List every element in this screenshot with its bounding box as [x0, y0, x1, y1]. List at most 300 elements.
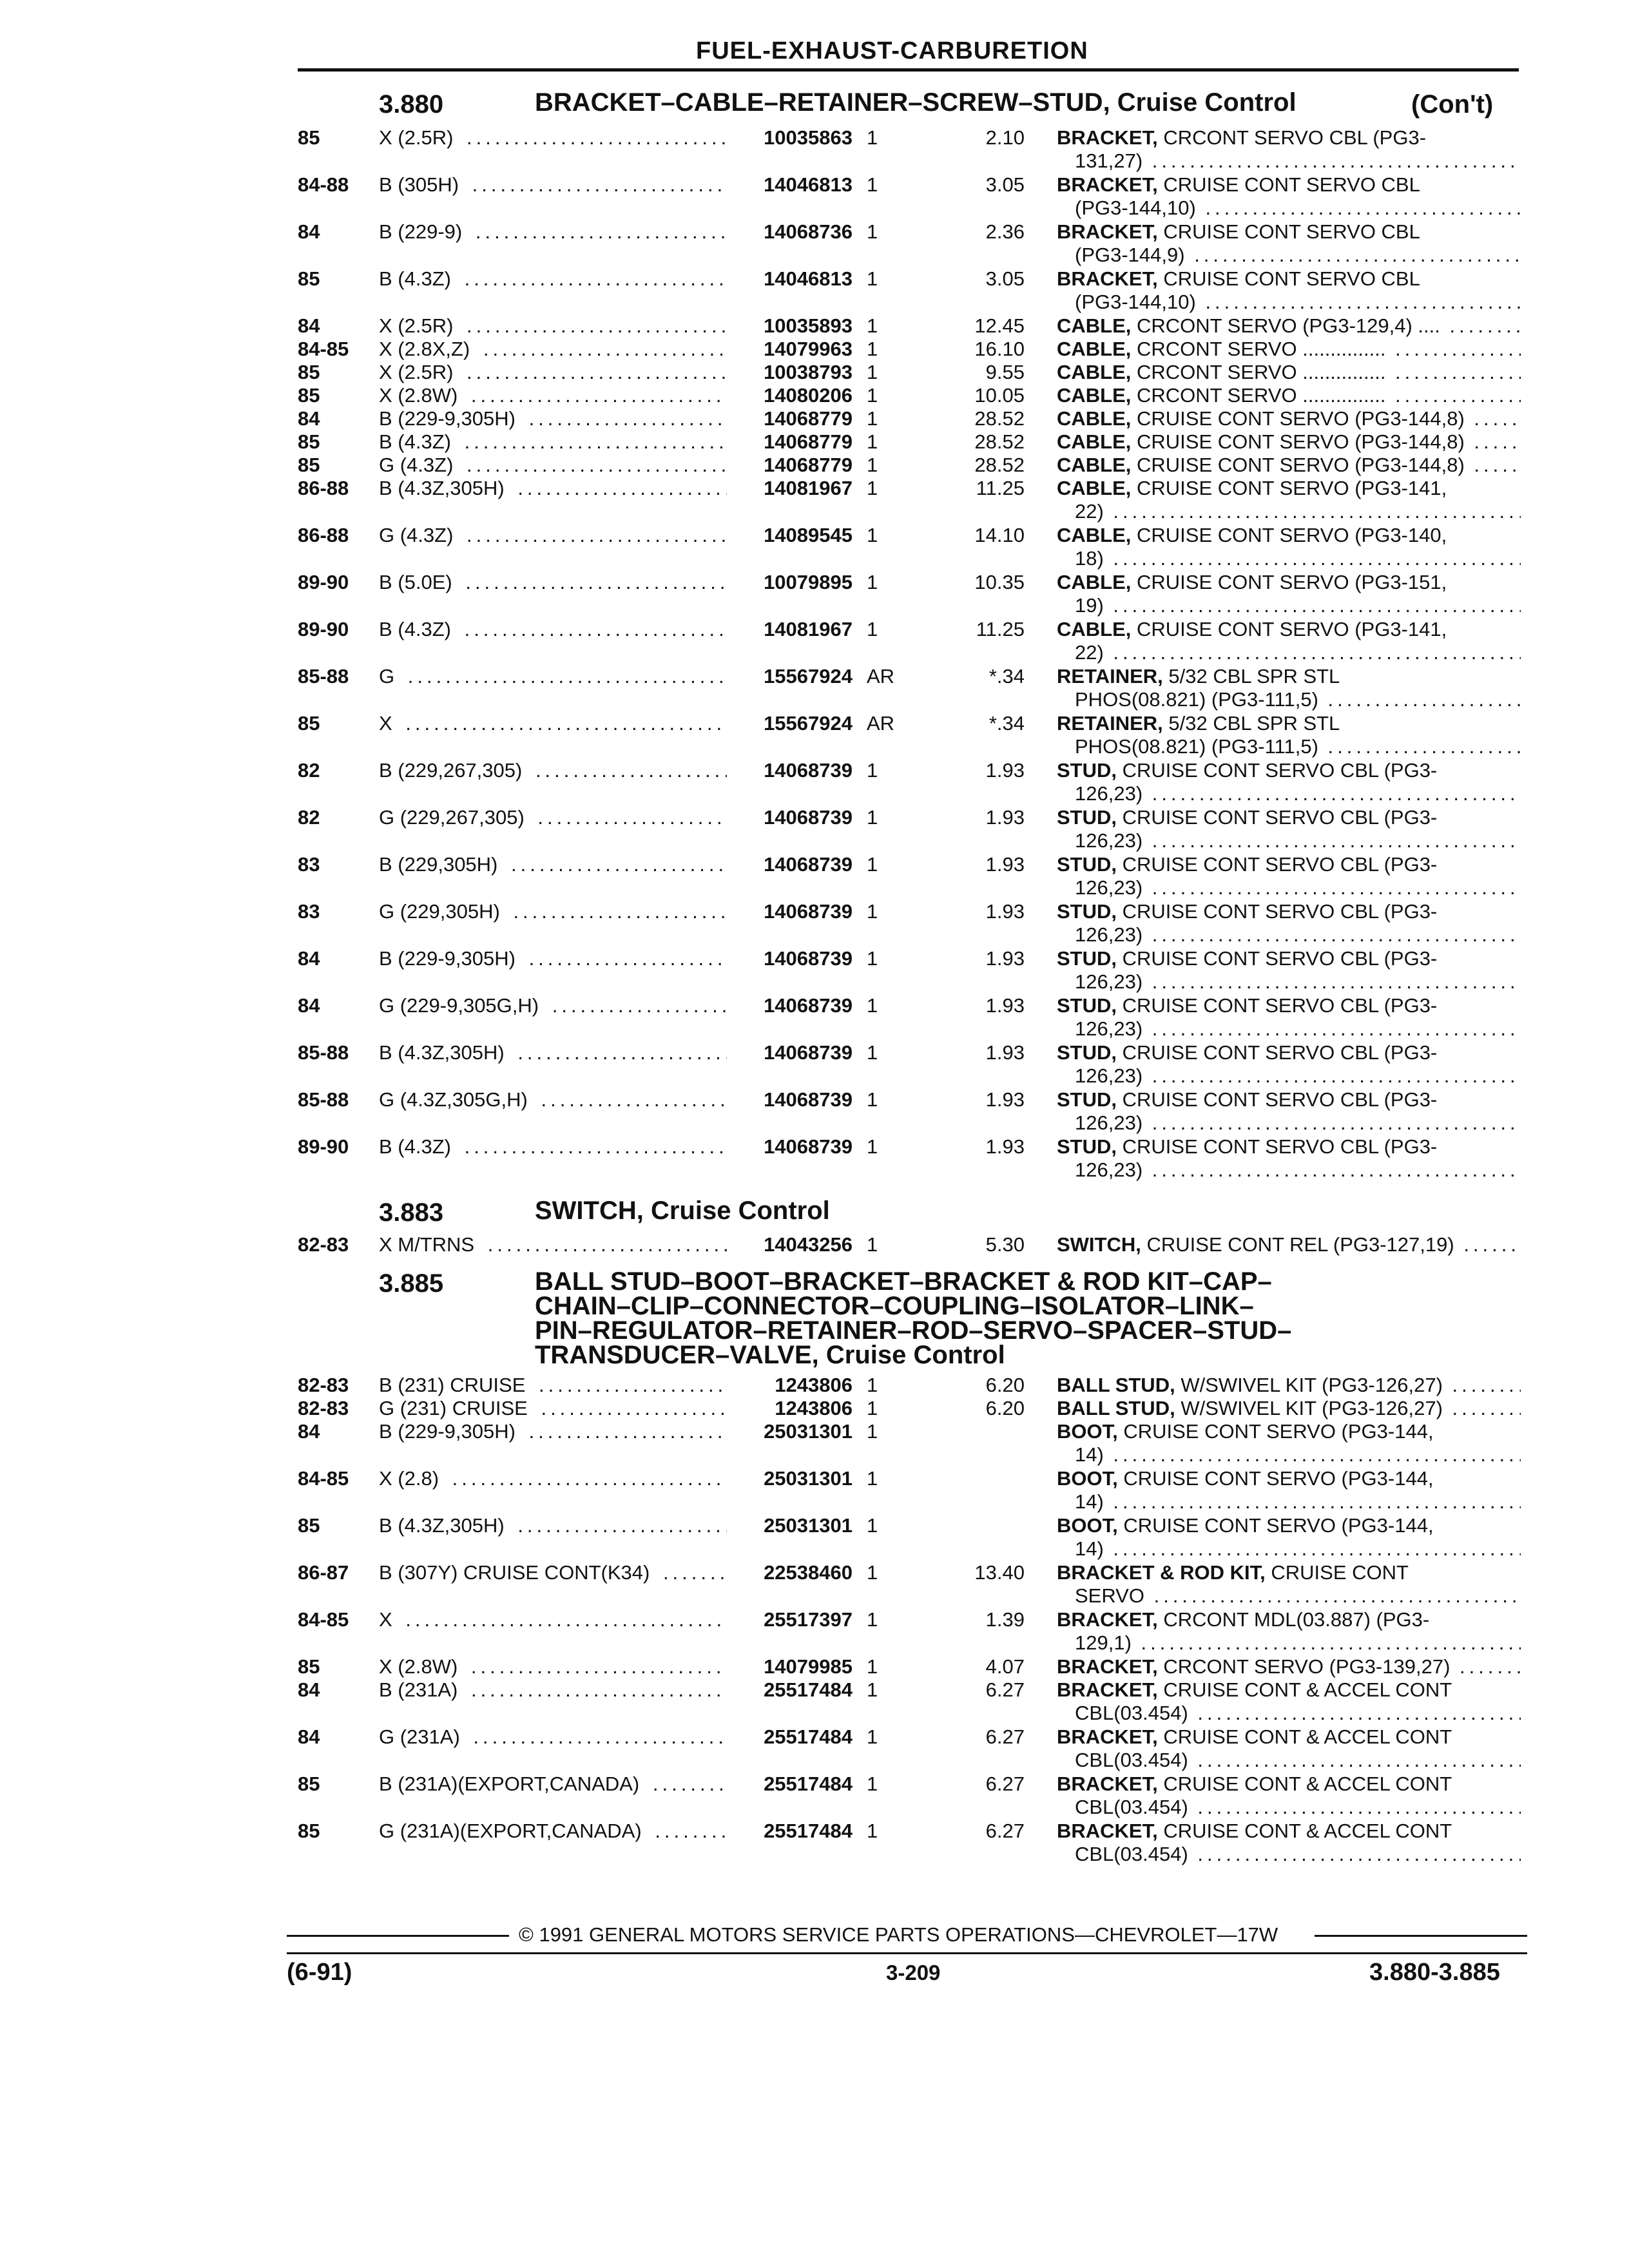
description	[1057, 1608, 1521, 1655]
section-title: BRACKET–CABLE–RETAINER–SCREW–STUD, Cruise Control	[535, 88, 1296, 117]
table-row	[0, 126, 1629, 173]
model-code-text: B (229-9,305H)	[379, 947, 519, 970]
description-keyword: BOOT,	[1057, 1467, 1118, 1490]
description-text: CRCONT SERVO ...............	[1131, 338, 1386, 360]
model-code-text: B (4.3Z)	[379, 267, 455, 290]
description-line	[1057, 759, 1521, 782]
table-row	[0, 1725, 1629, 1773]
section-rows	[0, 1374, 1629, 1867]
description-text: CRCONT SERVO CBL (PG3-	[1157, 126, 1427, 149]
description	[1057, 1561, 1521, 1608]
description-keyword: BRACKET,	[1057, 1773, 1158, 1795]
footer-rule-left	[287, 1935, 509, 1937]
description-continuation-text: CBL(03.454)	[1075, 1843, 1188, 1865]
description-line	[1057, 900, 1521, 923]
description-line	[1057, 994, 1521, 1017]
quantity: AR	[867, 712, 895, 735]
description	[1057, 1135, 1521, 1182]
description-text: CRUISE CONT SERVO CBL (PG3-	[1117, 1135, 1438, 1158]
quantity: 1	[867, 1725, 878, 1748]
description-text: CRUISE CONT REL (PG3-127,19)	[1141, 1233, 1454, 1256]
description-continuation	[1057, 1490, 1521, 1514]
part-number: 15567924	[733, 665, 853, 688]
description-line	[1057, 712, 1521, 735]
quantity: 1	[867, 806, 878, 829]
model-code-text: B (4.3Z,305H)	[379, 1514, 508, 1537]
part-number: 22538460	[733, 1561, 853, 1584]
model-code	[379, 1608, 727, 1631]
description-keyword: RETAINER,	[1057, 712, 1163, 735]
description-line	[1057, 947, 1521, 970]
description-line	[1057, 1233, 1521, 1256]
table-row	[0, 430, 1629, 454]
table-row	[0, 947, 1629, 994]
model-code-text: G	[379, 665, 398, 687]
table-row	[0, 1820, 1629, 1867]
description-line	[1057, 267, 1521, 291]
table-row	[0, 524, 1629, 571]
description-text: CRUISE CONT & ACCEL CONT	[1157, 1773, 1452, 1795]
description-continuation	[1057, 197, 1521, 220]
description-line	[1057, 1655, 1521, 1678]
model-code-text: X (2.8W)	[379, 384, 461, 407]
table-row	[0, 1041, 1629, 1088]
price: 2.10	[985, 126, 1025, 149]
description	[1057, 1233, 1521, 1256]
model-code-text: G (229,305H)	[379, 900, 504, 923]
table-row	[0, 477, 1629, 524]
model-code	[379, 1773, 727, 1796]
section-number: 3.880	[379, 90, 444, 119]
description-continuation-text: (PG3-144,10)	[1075, 291, 1196, 313]
price: 1.93	[985, 853, 1025, 876]
quantity: 1	[867, 571, 878, 593]
price: 1.93	[985, 1135, 1025, 1158]
price: 1.93	[985, 1041, 1025, 1064]
model-year: 84-85	[298, 1608, 349, 1631]
description-text: CRUISE CONT SERVO (PG3-151,	[1131, 571, 1447, 593]
price: 13.40	[974, 1561, 1025, 1584]
footer-rule-right	[1315, 1935, 1527, 1937]
quantity: AR	[867, 665, 895, 687]
description-text: CRUISE CONT SERVO CBL (PG3-	[1117, 853, 1438, 876]
description-continuation-text: 129,1)	[1075, 1631, 1132, 1654]
description-line	[1057, 454, 1521, 477]
description-line	[1057, 338, 1521, 361]
description-line	[1057, 1135, 1521, 1158]
quantity: 1	[867, 220, 878, 243]
model-year: 85	[298, 1820, 320, 1842]
model-year: 85	[298, 361, 320, 383]
section-title-line: TRANSDUCER–VALVE, Cruise Control	[535, 1341, 1005, 1369]
description-continuation-text: 126,23)	[1075, 1017, 1143, 1040]
part-number: 15567924	[733, 712, 853, 735]
description-text: CRCONT SERVO ...............	[1131, 384, 1386, 407]
model-code-text: X (2.5R)	[379, 314, 457, 337]
description	[1057, 1420, 1521, 1466]
description-continuation-text: 14)	[1075, 1443, 1104, 1466]
description-text: CRUISE CONT SERVO CBL (PG3-	[1117, 806, 1438, 829]
price: 12.45	[974, 314, 1025, 337]
part-number: 14079963	[733, 338, 853, 361]
description-continuation	[1057, 1584, 1521, 1608]
model-code	[379, 1135, 727, 1158]
description-continuation	[1057, 149, 1521, 173]
part-number: 14068779	[733, 430, 853, 454]
part-number: 14046813	[733, 267, 853, 291]
price: 10.35	[974, 571, 1025, 593]
part-number: 25517397	[733, 1608, 853, 1631]
table-row	[0, 759, 1629, 806]
description	[1057, 126, 1521, 173]
description-continuation-text: 22)	[1075, 500, 1104, 523]
model-code	[379, 1088, 727, 1111]
description-line	[1057, 1467, 1521, 1490]
description-text: CRUISE CONT SERVO (PG3-144,	[1117, 1514, 1434, 1537]
description-keyword: STUD,	[1057, 900, 1117, 923]
description-text: CRUISE CONT SERVO (PG3-141,	[1131, 477, 1447, 499]
model-year: 84	[298, 1420, 320, 1443]
model-code	[379, 338, 727, 361]
description-continuation-text: 126,23)	[1075, 876, 1143, 899]
description-text: CRUISE CONT SERVO CBL (PG3-	[1117, 947, 1438, 970]
model-code	[379, 1041, 727, 1064]
description-text: CRUISE CONT SERVO (PG3-144,	[1117, 1420, 1434, 1443]
price: 6.20	[985, 1397, 1025, 1419]
table-row	[0, 220, 1629, 267]
model-code-text: B (229-9,305H)	[379, 1420, 519, 1443]
description-line	[1057, 853, 1521, 876]
model-year: 85-88	[298, 1041, 349, 1064]
part-number: 14068739	[733, 1088, 853, 1111]
part-number: 10035893	[733, 314, 853, 338]
table-row	[0, 338, 1629, 361]
price: 6.27	[985, 1820, 1025, 1842]
model-code	[379, 126, 727, 149]
description	[1057, 524, 1521, 570]
model-code	[379, 1397, 727, 1420]
quantity: 1	[867, 1397, 878, 1419]
quantity: 1	[867, 1233, 878, 1256]
description-keyword: BRACKET,	[1057, 267, 1158, 290]
price: 6.27	[985, 1773, 1025, 1795]
description-keyword: STUD,	[1057, 759, 1117, 782]
description-continuation	[1057, 1111, 1521, 1135]
model-year: 82-83	[298, 1233, 349, 1256]
part-number: 1243806	[733, 1374, 853, 1397]
model-code-text: G (4.3Z)	[379, 524, 457, 546]
section-number: 3.883	[379, 1198, 444, 1227]
price: 1.93	[985, 1088, 1025, 1111]
description-continuation	[1057, 970, 1521, 994]
part-number: 14068739	[733, 947, 853, 970]
description-continuation	[1057, 688, 1521, 711]
model-code-text: X	[379, 712, 396, 735]
quantity: 1	[867, 407, 878, 430]
model-code	[379, 712, 727, 735]
description-line	[1057, 1820, 1521, 1843]
table-row	[0, 1514, 1629, 1561]
price: *.34	[988, 665, 1025, 687]
model-year: 89-90	[298, 571, 349, 593]
description	[1057, 994, 1521, 1041]
price: 1.93	[985, 900, 1025, 923]
model-code	[379, 853, 727, 876]
model-code	[379, 477, 727, 500]
description-text: CRCONT SERVO ...............	[1131, 361, 1386, 383]
model-code-text: G (4.3Z)	[379, 454, 457, 476]
description-line	[1057, 384, 1521, 407]
description	[1057, 1397, 1521, 1420]
table-row	[0, 1233, 1629, 1256]
description-line	[1057, 1374, 1521, 1397]
description	[1057, 665, 1521, 711]
description-line	[1057, 618, 1521, 641]
description	[1057, 571, 1521, 617]
description	[1057, 267, 1521, 314]
quantity: 1	[867, 126, 878, 149]
part-number: 14080206	[733, 384, 853, 407]
model-code-text: B (5.0E)	[379, 571, 456, 593]
part-number: 25031301	[733, 1420, 853, 1443]
model-year: 85	[298, 1655, 320, 1678]
description-keyword: CABLE,	[1057, 618, 1132, 640]
quantity: 1	[867, 618, 878, 640]
model-year: 86-88	[298, 524, 349, 546]
model-code	[379, 524, 727, 547]
description-line	[1057, 665, 1521, 688]
part-number: 25517484	[733, 1725, 853, 1749]
description-text: CRCONT SERVO (PG3-129,4) ....	[1131, 314, 1440, 337]
description-line	[1057, 1561, 1521, 1584]
quantity: 1	[867, 1514, 878, 1537]
description-text: CRUISE CONT SERVO (PG3-144,8)	[1131, 454, 1465, 476]
footer-copyright: © 1991 GENERAL MOTORS SERVICE PARTS OPERATIONS—CHEVROLET—17W	[519, 1923, 1278, 1946]
price: *.34	[988, 712, 1025, 735]
description-line	[1057, 126, 1521, 149]
price: 5.30	[985, 1233, 1025, 1256]
description	[1057, 314, 1521, 338]
part-number: 25517484	[733, 1773, 853, 1796]
description-keyword: BALL STUD,	[1057, 1397, 1175, 1419]
description-keyword: BRACKET & ROD KIT,	[1057, 1561, 1266, 1584]
model-code-text: X (2.8X,Z)	[379, 338, 474, 360]
part-number: 25517484	[733, 1678, 853, 1702]
description	[1057, 477, 1521, 523]
quantity: 1	[867, 1041, 878, 1064]
description-continuation-text: 18)	[1075, 547, 1104, 570]
description-continuation	[1057, 829, 1521, 852]
part-number: 14079985	[733, 1655, 853, 1678]
description-keyword: CABLE,	[1057, 430, 1132, 453]
model-code-text: B (229-9)	[379, 220, 466, 243]
description-continuation-text: 14)	[1075, 1537, 1104, 1560]
description-continuation	[1057, 782, 1521, 805]
description-text: W/SWIVEL KIT (PG3-126,27)	[1175, 1397, 1443, 1419]
description-continuation-text: 22)	[1075, 641, 1104, 664]
part-number: 14081967	[733, 477, 853, 500]
table-row	[0, 314, 1629, 338]
model-code-text: G (4.3Z,305G,H)	[379, 1088, 532, 1111]
description-text: 5/32 CBL SPR STL	[1162, 665, 1340, 687]
model-code-text: B (229-9,305H)	[379, 407, 519, 430]
description-text: CRUISE CONT SERVO (PG3-144,8)	[1131, 430, 1465, 453]
description-line	[1057, 220, 1521, 244]
model-year: 86-87	[298, 1561, 349, 1584]
section-title: SWITCH, Cruise Control	[535, 1196, 830, 1225]
price: 1.39	[985, 1608, 1025, 1631]
quantity: 1	[867, 1374, 878, 1396]
price: 6.27	[985, 1725, 1025, 1748]
description-continuation-text: 131,27)	[1075, 149, 1143, 172]
model-code-text: B (231) CRUISE	[379, 1374, 529, 1396]
price: 11.25	[976, 477, 1025, 499]
quantity: 1	[867, 759, 878, 782]
description-keyword: CABLE,	[1057, 571, 1132, 593]
description-continuation	[1057, 641, 1521, 664]
description-keyword: BOOT,	[1057, 1514, 1118, 1537]
table-row	[0, 454, 1629, 477]
table-row	[0, 173, 1629, 220]
model-year: 84-85	[298, 1467, 349, 1490]
description	[1057, 1820, 1521, 1866]
quantity: 1	[867, 454, 878, 476]
description-keyword: CABLE,	[1057, 454, 1132, 476]
description	[1057, 361, 1521, 384]
part-number: 14068779	[733, 454, 853, 477]
footer-rule-bottom	[287, 1952, 1527, 1954]
description-keyword: CABLE,	[1057, 477, 1132, 499]
quantity: 1	[867, 477, 878, 499]
model-year: 82-83	[298, 1374, 349, 1396]
description	[1057, 1088, 1521, 1135]
model-code-text: G (231) CRUISE	[379, 1397, 532, 1419]
model-code-text: X (2.8W)	[379, 1655, 461, 1678]
description	[1057, 1467, 1521, 1514]
description	[1057, 454, 1521, 477]
price: 1.93	[985, 994, 1025, 1017]
description-line	[1057, 1773, 1521, 1796]
price: 6.27	[985, 1678, 1025, 1701]
model-code	[379, 407, 727, 430]
quantity: 1	[867, 900, 878, 923]
page-title: FUEL-EXHAUST-CARBURETION	[696, 37, 1088, 64]
description-line	[1057, 524, 1521, 547]
model-code	[379, 173, 727, 197]
description-line	[1057, 1725, 1521, 1749]
model-year: 84	[298, 947, 320, 970]
description-text: CRUISE CONT SERVO (PG3-140,	[1131, 524, 1447, 546]
description-line	[1057, 430, 1521, 454]
section-title-line: CHAIN–CLIP–CONNECTOR–COUPLING–ISOLATOR–LINK–	[535, 1292, 1254, 1320]
price: 10.05	[974, 384, 1025, 407]
quantity: 1	[867, 1773, 878, 1795]
model-code	[379, 571, 727, 594]
description-continuation-text: SERVO	[1075, 1584, 1144, 1607]
section-continued: (Con't)	[1411, 90, 1494, 119]
description-keyword: BALL STUD,	[1057, 1374, 1175, 1396]
description-keyword: CABLE,	[1057, 384, 1132, 407]
table-row	[0, 806, 1629, 853]
description-continuation-text: 126,23)	[1075, 970, 1143, 993]
model-code-text: B (4.3Z)	[379, 430, 455, 453]
model-code	[379, 1514, 727, 1537]
description-keyword: BRACKET,	[1057, 1820, 1158, 1842]
description-keyword: BRACKET,	[1057, 1608, 1158, 1631]
part-number: 10038793	[733, 361, 853, 384]
description	[1057, 338, 1521, 361]
part-number: 14068779	[733, 407, 853, 430]
description-keyword: BRACKET,	[1057, 126, 1158, 149]
model-code-text: G (231A)	[379, 1725, 464, 1748]
price: 14.10	[974, 524, 1025, 546]
quantity: 1	[867, 384, 878, 407]
model-year: 84	[298, 1678, 320, 1701]
description-line	[1057, 806, 1521, 829]
model-code-text: B (305H)	[379, 173, 463, 196]
model-code	[379, 665, 727, 688]
description-continuation-text: PHOS(08.821) (PG3-111,5)	[1075, 735, 1318, 758]
model-year: 84-88	[298, 173, 349, 196]
table-row	[0, 267, 1629, 314]
model-code-text: X (2.8)	[379, 1467, 443, 1490]
model-code-text: B (229,305H)	[379, 853, 501, 876]
top-rule	[298, 68, 1519, 72]
model-year: 85	[298, 1514, 320, 1537]
description-text: CRUISE CONT SERVO CBL (PG3-	[1117, 759, 1438, 782]
description-text: CRUISE CONT SERVO CBL (PG3-	[1117, 994, 1438, 1017]
description-text: CRUISE CONT SERVO (PG3-144,	[1117, 1467, 1434, 1490]
description	[1057, 712, 1521, 758]
model-year: 85	[298, 1773, 320, 1795]
table-row	[0, 1135, 1629, 1182]
description-keyword: CABLE,	[1057, 524, 1132, 546]
section-title-line: BALL STUD–BOOT–BRACKET–BRACKET & ROD KIT–CAP–	[535, 1267, 1272, 1296]
model-code-text: B (231A)	[379, 1678, 461, 1701]
part-number: 10079895	[733, 571, 853, 594]
part-number: 14089545	[733, 524, 853, 547]
description-continuation-text: 126,23)	[1075, 1111, 1143, 1134]
description-line	[1057, 1514, 1521, 1537]
description-text: CRUISE CONT SERVO (PG3-144,8)	[1131, 407, 1465, 430]
price: 1.93	[985, 806, 1025, 829]
description	[1057, 1725, 1521, 1772]
description-continuation	[1057, 547, 1521, 570]
section-rows	[0, 1233, 1629, 1256]
description-text: CRUISE CONT SERVO CBL	[1157, 220, 1420, 243]
price: 2.36	[985, 220, 1025, 243]
quantity: 1	[867, 1561, 878, 1584]
description-line	[1057, 1678, 1521, 1702]
model-code	[379, 1467, 727, 1490]
description-continuation	[1057, 1537, 1521, 1561]
price: 28.52	[974, 407, 1025, 430]
quantity: 1	[867, 853, 878, 876]
model-year: 82-83	[298, 1397, 349, 1419]
section-title-line: PIN–REGULATOR–RETAINER–ROD–SERVO–SPACER–STUD–	[535, 1316, 1292, 1345]
quantity: 1	[867, 1655, 878, 1678]
price: 28.52	[974, 454, 1025, 476]
description-continuation	[1057, 923, 1521, 947]
model-year: 82	[298, 759, 320, 782]
model-code-text: X (2.5R)	[379, 126, 457, 149]
part-number: 25031301	[733, 1514, 853, 1537]
description-keyword: RETAINER,	[1057, 665, 1163, 687]
table-row	[0, 384, 1629, 407]
model-code	[379, 947, 727, 970]
model-code	[379, 994, 727, 1017]
model-year: 85	[298, 126, 320, 149]
